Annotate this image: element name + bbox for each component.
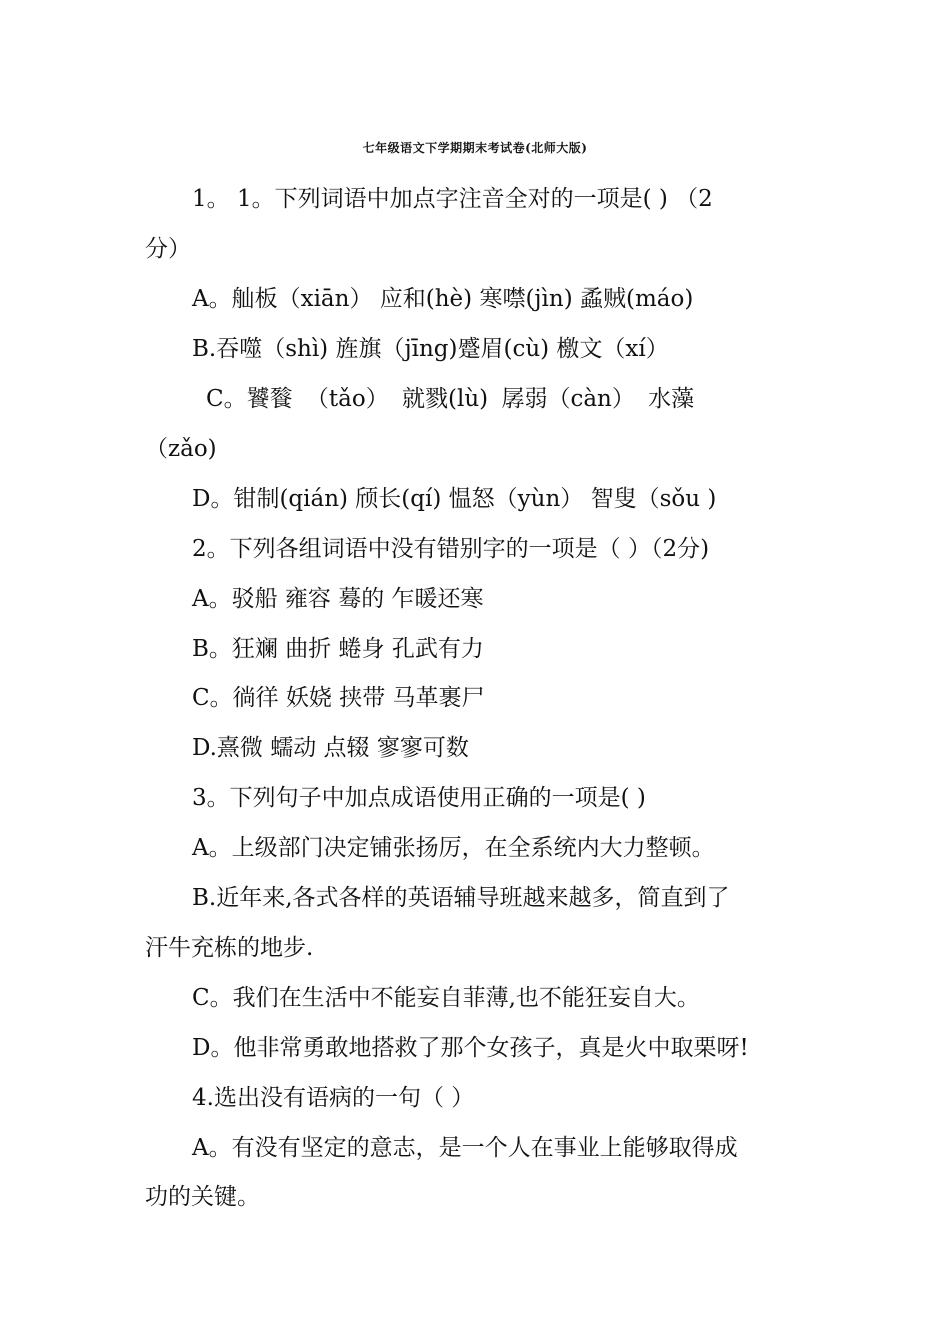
question-4-option-a: A。有没有坚定的意志，是一个人在事业上能够取得成 xyxy=(192,1135,738,1161)
question-1-option-c-cont: （zǎo) xyxy=(145,436,217,462)
question-1-stem: 1。 1。下列词语中加点字注音全对的一项是( ) （2 xyxy=(192,186,713,212)
question-2-option-a: A。驳船 雍容 蓦的 乍暖还寒 xyxy=(192,586,484,612)
question-2-option-d: D.熹微 蠕动 点辍 寥寥可数 xyxy=(192,735,469,761)
question-1-option-d: D。钳制(qián) 颀长(qí) 愠怒（yùn） 智叟（sǒu ) xyxy=(192,486,717,512)
question-3-stem: 3。下列句子中加点成语使用正确的一项是( ) xyxy=(192,785,646,811)
question-3-option-a: A。上级部门决定铺张扬厉，在全系统内大力整顿。 xyxy=(192,835,715,861)
question-1-option-c: C。饕餮 （tǎo） 就戮(lù) 孱弱（càn） 水藻 xyxy=(206,386,695,412)
question-1-stem-cont: 分） xyxy=(145,236,191,262)
question-1-option-a: A。舢板（xiān） 应和(hè) 寒噤(jìn) 蟊贼(máo) xyxy=(192,286,694,312)
question-2-stem: 2。下列各组词语中没有错别字的一项是（ ）（2分) xyxy=(192,536,710,562)
question-4-stem: 4.选出没有语病的一句（ ） xyxy=(192,1085,475,1111)
question-1-option-b: B.吞噬（shì) 旌旗（jīng)蹙眉(cù) 檄文（xí） xyxy=(192,336,669,362)
question-2-option-b: B。狂斓 曲折 蜷身 孔武有力 xyxy=(192,636,484,662)
question-3-option-d: D。他非常勇敢地搭救了那个女孩子，真是火中取栗呀! xyxy=(192,1035,749,1061)
question-2-option-c: C。徜徉 妖娆 挟带 马革裹尸 xyxy=(192,685,485,711)
page-title: 七年级语文下学期期末考试卷(北师大版) xyxy=(362,141,588,155)
question-4-option-a-cont: 功的关键。 xyxy=(145,1184,260,1210)
question-3-option-b: B.近年来,各式各样的英语辅导班越来越多，简直到了 xyxy=(192,885,730,911)
question-3-option-b-cont: 汗牛充栋的地步. xyxy=(145,935,314,961)
question-3-option-c: C。我们在生活中不能妄自菲薄,也不能狂妄自大。 xyxy=(192,985,700,1011)
